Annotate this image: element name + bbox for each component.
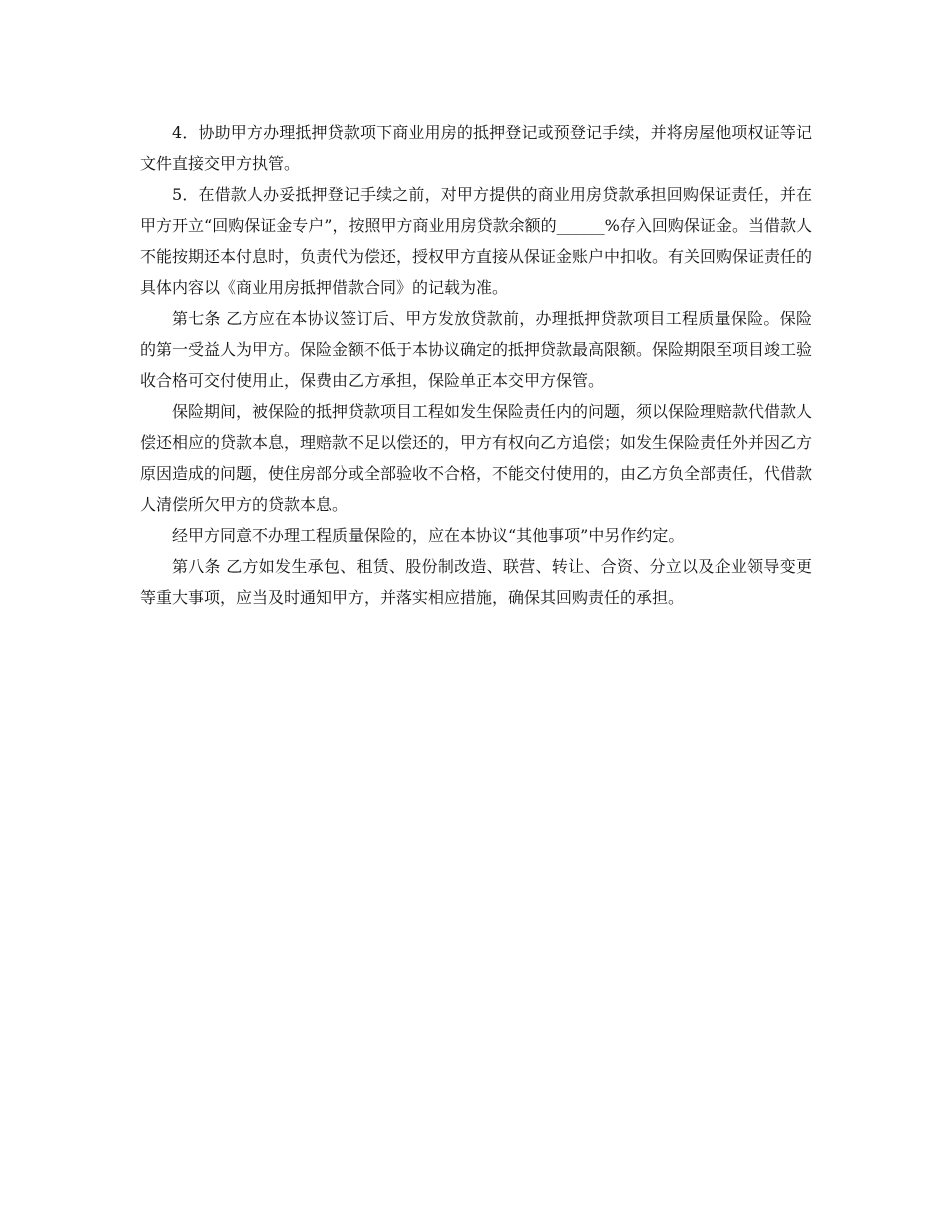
paragraph-clause-4: 4．协助甲方办理抵押贷款项下商业用房的抵押登记或预登记手续，并将房屋他项权证等记文件直接交甲方执管。	[140, 123, 812, 173]
paragraph-insurance-exemption: 经甲方同意不办理工程质量保险的，应在本协议“其他事项”中另作约定。	[172, 526, 685, 545]
paragraph-article-8: 第八条 乙方如发生承包、租赁、股份制改造、联营、转让、合资、分立以及企业领导变更等重大事项，应当及时通知甲方，并落实相应措施，确保其回购责任的承担。	[140, 557, 812, 607]
paragraph-clause-5: 5．在借款人办妥抵押登记手续之前，对甲方提供的商业用房贷款承担回购保证责任，并在甲方开立“回购保证金专户”，按照甲方商业用房贷款余额的______%存入回购保证金。当借款人不能按期还本付息时，负责代为偿还，授权甲方直接从保证金账户中扣收。有关回购保证责任的具体内容以《商业用房抵押借款合同》的记载为准。	[140, 185, 813, 297]
document-body	[140, 117, 812, 613]
paragraph-insurance-period: 保险期间，被保险的抵押贷款项目工程如发生保险责任内的问题，须以保险理赔款代借款人偿还相应的贷款本息，理赔款不足以偿还的，甲方有权向乙方追偿；如发生保险责任外并因乙方原因造成的问题，使住房部分或全部验收不合格，不能交付使用的，由乙方负全部责任，代借款人清偿所欠甲方的贷款本息。	[140, 402, 813, 514]
paragraph-article-7: 第七条 乙方应在本协议签订后、甲方发放贷款前，办理抵押贷款项目工程质量保险。保险的第一受益人为甲方。保险金额不低于本协议确定的抵押贷款最高限额。保险期限至项目竣工验收合格可交付使用止，保费由乙方承担，保险单正本交甲方保管。	[140, 309, 813, 390]
